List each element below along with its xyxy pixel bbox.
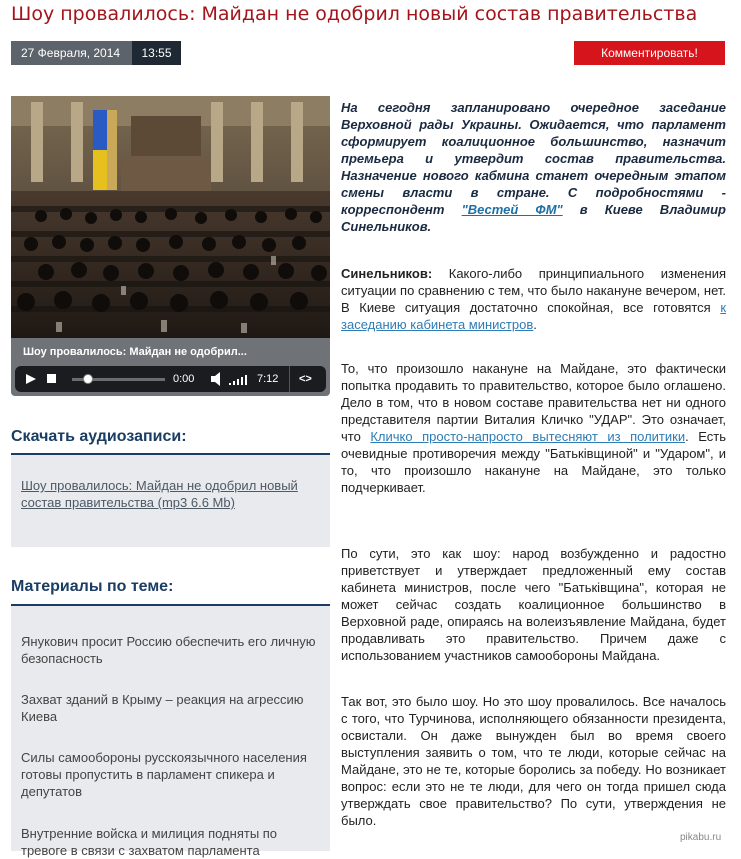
date-bar (11, 41, 181, 84)
paragraph-4: Так вот, это было шоу. Но это шоу провалилось. Все началось с того, что Турчинова, исполняющего обязанности президента, освистали. Он даже вынужден был во время своего выступления заявить о том, что те люди, которые сейчас на Майдане, это не те, которые боролись за победу. Но возникает вопрос: если это не те люди, для чего он тогда пришел сюда утверждать свое правительство? По сути, утверждения не было. (341, 694, 726, 828)
paragraph-1 (341, 265, 726, 333)
volume-icon[interactable] (211, 366, 223, 392)
paragraph-3: По сути, это как шоу: народ возбужденно и радостно приветствует и утверждает предложенный ему состав кабинета министров, после чего "Батьківщина", которая не может сейчас создать коалиционное большинство в Верховной раде, опираясь на волеизъявление Майдана, будет продавливать это правительство. Причем даже с использованием участников самообороны Майдана. (341, 546, 726, 663)
watermark: pikabu.ru (680, 832, 722, 843)
related-item[interactable]: Захват зданий в Крыму – реакция на агрессию Киева (21, 692, 304, 724)
progress-knob[interactable] (83, 374, 93, 384)
paragraph-text: Какого-либо принципиального изменения ситуации по сравнению с тем, что было накануне вечером, нет. В Киеве ситуация достаточно спокойная, все готовятся (341, 266, 726, 315)
volume-level-icon[interactable] (229, 366, 251, 392)
lead-tail: в Киеве Владимир Синельников. (341, 202, 726, 234)
related-item[interactable]: Силы самообороны русскоязычного населения готовы пропустить в парламент спикера и депутатов (21, 750, 307, 799)
player-controls (15, 366, 326, 392)
stop-icon[interactable] (47, 366, 57, 392)
article-lead (341, 99, 726, 235)
duration: 7:12 (257, 373, 279, 385)
share-icon[interactable]: <> (299, 373, 312, 385)
paragraph-2 (341, 360, 726, 496)
parliament-photo-graphic (11, 96, 330, 338)
speaker-name: Синельников: (341, 266, 433, 281)
related-item[interactable]: Янукович просит Россию обеспечить его личную безопасность (21, 634, 316, 666)
comment-button[interactable]: Комментировать! (574, 41, 725, 65)
cabinet-meeting-link[interactable]: к заседанию кабинета министров (341, 300, 726, 332)
publish-date: 27 Февраля, 2014 г. (11, 41, 132, 65)
article-title: Шоу провалилось: Майдан не одобрил новый состав правительства (11, 3, 698, 25)
related-item[interactable]: Внутренние войска и милиция подняты по тревоге в связи с захватом парламента (21, 826, 278, 858)
publish-time: 13:55 (132, 41, 181, 65)
downloads-heading: Скачать аудиозаписи: (11, 428, 187, 445)
vesti-fm-link[interactable]: "Вестей ФМ" (461, 202, 563, 217)
player-title: Шоу провалилось: Майдан не одобрил... (23, 346, 247, 358)
paragraph-text: То, что произошло накануне на Майдане, это фактически попытка продавить то правительство, которое было оглашено. Дело в том, что в новом составе правительства нет ни одного представителя партии Виталия Кличко "УДАР". Это означает, что (341, 361, 726, 444)
parliament-photo[interactable] (11, 96, 330, 338)
divider (289, 366, 290, 392)
download-link[interactable]: Шоу провалилось: Майдан не одобрил новый состав правительства (mp3 6.6 Mb) (21, 478, 298, 510)
lead-text: На сегодня запланировано очередное заседание Верховной рады Украины. Ожидается, что парламент сформирует коалиционное большинство, назначит премьера и утвердит состав правительства. Назначение нового кабмина станет очередным этапом смены власти в стране. С подробностями - корреспондент (341, 100, 726, 217)
paragraph-text: . (533, 317, 537, 332)
related-heading: Материалы по теме: (11, 578, 174, 595)
current-time: 0:00 (173, 373, 195, 385)
play-icon[interactable] (25, 366, 37, 392)
audio-player (11, 338, 330, 396)
klitschko-link[interactable]: Кличко просто-напросто вытесняют из политики (370, 429, 686, 444)
paragraph-text: . Есть очевидные противоречия между "Батьківщиной" и "Ударом", и то, что произошло накануне на Майдане, это только подчеркивает. (341, 429, 726, 495)
